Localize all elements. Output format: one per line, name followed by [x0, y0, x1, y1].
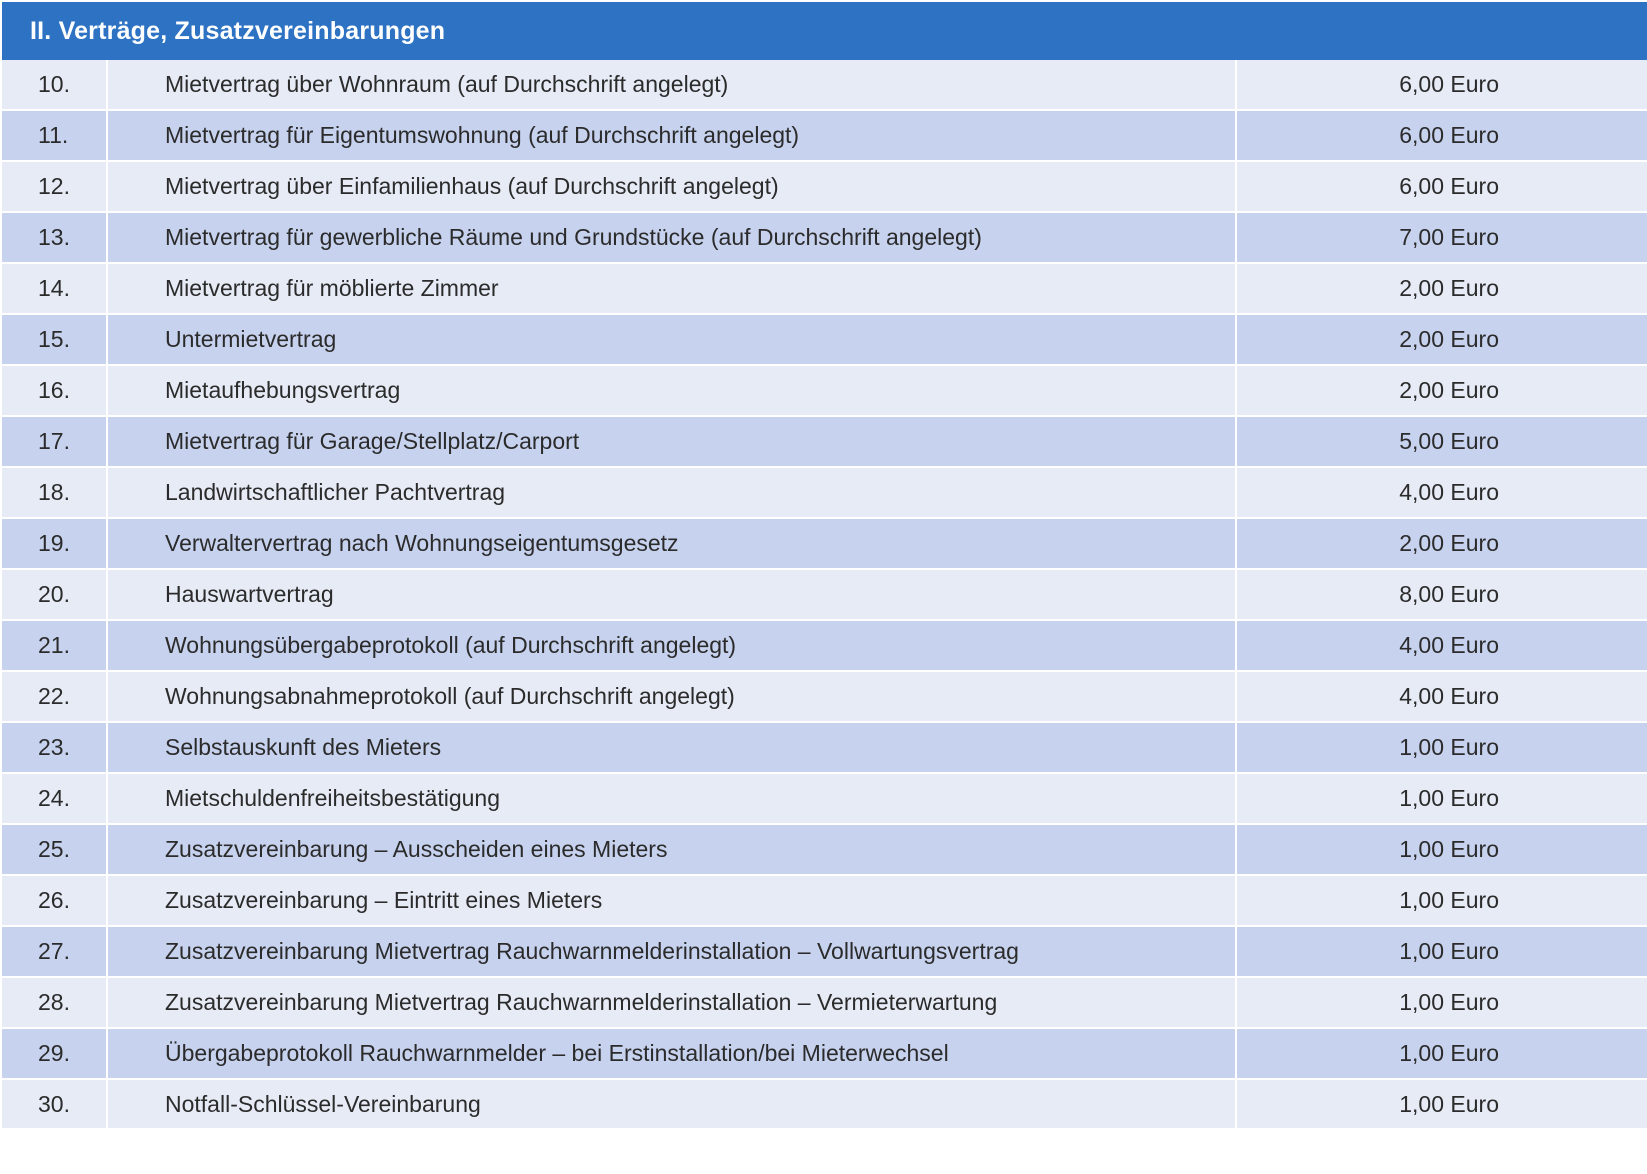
row-number: 19.: [2, 519, 108, 568]
row-price: 1,00 Euro: [1399, 1090, 1499, 1117]
table-row: [2, 468, 1647, 519]
row-number: 29.: [2, 1029, 108, 1078]
table-row: [2, 927, 1647, 978]
row-number: 23.: [2, 723, 108, 772]
row-price: 7,00 Euro: [1399, 224, 1499, 250]
table-row: [2, 621, 1647, 672]
row-number: 10.: [2, 60, 108, 109]
row-description: Mietaufhebungsvertrag: [108, 366, 1237, 415]
row-number: 14.: [2, 264, 108, 313]
section-header: [2, 2, 1647, 60]
table-row: [2, 60, 1647, 111]
table-row: [2, 978, 1647, 1029]
table-row: [2, 315, 1647, 366]
row-description: Übergabeprotokoll Rauchwarnmelder – bei Erstinstallation/bei Mieterwechsel: [108, 1029, 1237, 1078]
table-row: [2, 570, 1647, 621]
row-description: Mietvertrag für Eigentumswohnung (auf Durchschrift angelegt): [108, 111, 1237, 160]
table-row: [2, 876, 1647, 927]
row-number: 28.: [2, 978, 108, 1027]
row-description: Wohnungsabnahmeprotokoll (auf Durchschrift angelegt): [108, 672, 1237, 721]
row-number: 26.: [2, 876, 108, 925]
row-description: Hauswartvertrag: [108, 570, 1237, 619]
row-number: 24.: [2, 774, 108, 823]
row-description: Wohnungsübergabeprotokoll (auf Durchschrift angelegt): [108, 621, 1237, 670]
row-price: 5,00 Euro: [1399, 428, 1499, 454]
table-row: [2, 825, 1647, 876]
section-title: II. Verträge, Zusatzvereinbarungen: [30, 16, 446, 45]
table-row: [2, 213, 1647, 264]
table-row: [2, 162, 1647, 213]
row-description: Mietvertrag über Wohnraum (auf Durchschrift angelegt): [108, 60, 1237, 109]
row-number: 20.: [2, 570, 108, 619]
row-description: Mietvertrag für gewerbliche Räume und Grundstücke (auf Durchschrift angelegt): [108, 213, 1237, 262]
row-description: Mietvertrag für möblierte Zimmer: [108, 264, 1237, 313]
table-row: [2, 264, 1647, 315]
row-number: 12.: [2, 162, 108, 211]
row-price: 1,00 Euro: [1399, 734, 1499, 760]
row-price: 4,00 Euro: [1399, 479, 1499, 505]
row-price: 6,00 Euro: [1399, 173, 1499, 199]
row-description: Selbstauskunft des Mieters: [108, 723, 1237, 772]
row-number: 13.: [2, 213, 108, 262]
row-price: 1,00 Euro: [1399, 1040, 1499, 1066]
row-price: 2,00 Euro: [1399, 530, 1499, 556]
row-price: 1,00 Euro: [1399, 785, 1499, 811]
row-description: Mietvertrag über Einfamilienhaus (auf Durchschrift angelegt): [108, 162, 1237, 211]
row-price: 6,00 Euro: [1399, 71, 1499, 97]
table-row: [2, 774, 1647, 825]
table-row: [2, 1029, 1647, 1080]
row-description: Mietschuldenfreiheitsbestätigung: [108, 774, 1237, 823]
row-number: 21.: [2, 621, 108, 670]
row-number: 11.: [2, 111, 108, 160]
row-price: 2,00 Euro: [1399, 326, 1499, 352]
row-description: Zusatzvereinbarung – Eintritt eines Mieters: [108, 876, 1237, 925]
row-price: 6,00 Euro: [1399, 122, 1499, 148]
row-number: 17.: [2, 417, 108, 466]
row-price: 1,00 Euro: [1399, 989, 1499, 1015]
table-row: [2, 672, 1647, 723]
row-number: 30.: [2, 1080, 108, 1128]
table-row: [2, 417, 1647, 468]
row-price: 4,00 Euro: [1399, 632, 1499, 658]
row-price: 2,00 Euro: [1399, 275, 1499, 301]
table-row: [2, 519, 1647, 570]
row-number: 15.: [2, 315, 108, 364]
row-number: 18.: [2, 468, 108, 517]
row-description: Zusatzvereinbarung Mietvertrag Rauchwarnmelderinstallation – Vollwartungsvertrag: [108, 927, 1237, 976]
row-description: Mietvertrag für Garage/Stellplatz/Carport: [108, 417, 1237, 466]
price-table: [2, 2, 1647, 1128]
table-row: [2, 111, 1647, 162]
table-row: [2, 1080, 1647, 1128]
row-description: Zusatzvereinbarung Mietvertrag Rauchwarnmelderinstallation – Vermieterwartung: [108, 978, 1237, 1027]
row-price: 1,00 Euro: [1399, 836, 1499, 862]
row-description: Zusatzvereinbarung – Ausscheiden eines Mieters: [108, 825, 1237, 874]
row-description: Verwaltervertrag nach Wohnungseigentumsgesetz: [108, 519, 1237, 568]
row-description: Untermietvertrag: [108, 315, 1237, 364]
table-row: [2, 366, 1647, 417]
row-price: 1,00 Euro: [1399, 938, 1499, 964]
row-number: 22.: [2, 672, 108, 721]
row-price: 2,00 Euro: [1399, 377, 1499, 403]
row-price: 1,00 Euro: [1399, 887, 1499, 913]
row-number: 25.: [2, 825, 108, 874]
row-number: 16.: [2, 366, 108, 415]
table-body: [2, 60, 1647, 1128]
row-number: 27.: [2, 927, 108, 976]
table-row: [2, 723, 1647, 774]
row-price: 8,00 Euro: [1399, 581, 1499, 607]
row-description: Landwirtschaftlicher Pachtvertrag: [108, 468, 1237, 517]
row-description: Notfall-Schlüssel-Vereinbarung: [108, 1080, 1237, 1128]
row-price: 4,00 Euro: [1399, 683, 1499, 709]
